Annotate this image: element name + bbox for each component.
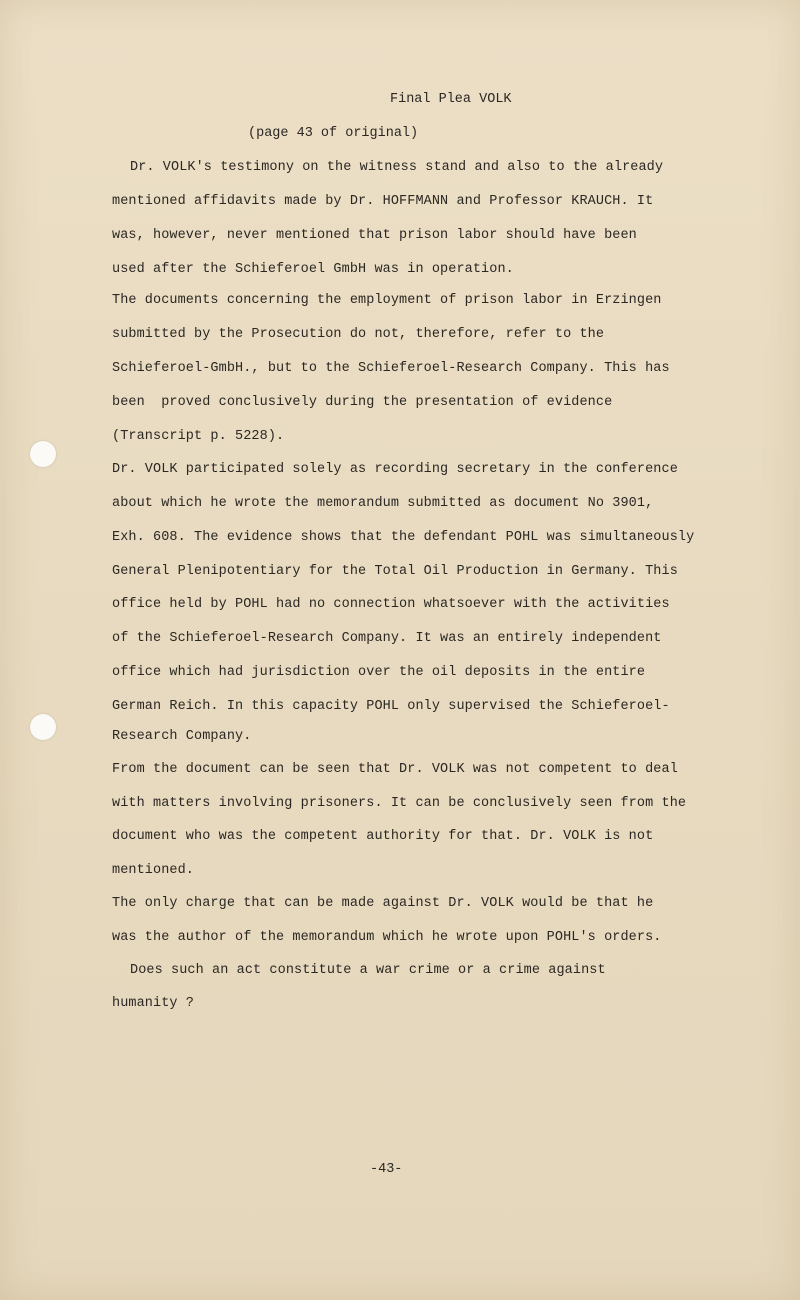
- text-line: mentioned affidavits made by Dr. HOFFMANN and Professor KRAUCH. It: [112, 194, 654, 209]
- text-line: office which had jurisdiction over the oil deposits in the entire: [112, 665, 646, 680]
- text-line: Schieferoel-GmbH., but to the Schieferoel-Research Company. This has: [112, 361, 670, 376]
- punch-hole: [30, 441, 56, 467]
- text-line: Does such an act constitute a war crime or a crime against: [130, 963, 606, 978]
- text-line: with matters involving prisoners. It can be conclusively seen from the: [112, 796, 687, 811]
- text-line: Research Company.: [112, 729, 252, 744]
- text-line: German Reich. In this capacity POHL only supervised the Schieferoel-: [112, 699, 670, 714]
- text-line: The documents concerning the employment of prison labor in Erzingen: [112, 293, 662, 308]
- text-line: document who was the competent authority for that. Dr. VOLK is not: [112, 829, 654, 844]
- text-line: Dr. VOLK's testimony on the witness stand and also to the already: [130, 160, 664, 175]
- text-line: humanity ?: [112, 996, 195, 1011]
- document-title: Final Plea VOLK: [390, 92, 512, 107]
- text-line: submitted by the Prosecution do not, therefore, refer to the: [112, 327, 605, 342]
- text-line: about which he wrote the memorandum submitted as document No 3901,: [112, 496, 654, 511]
- text-line: Exh. 608. The evidence shows that the defendant POHL was simultaneously: [112, 530, 695, 545]
- text-line: Dr. VOLK participated solely as recording secretary in the conference: [112, 462, 678, 477]
- page-number: -43-: [370, 1162, 403, 1177]
- text-line: been proved conclusively during the presentation of evidence: [112, 395, 613, 410]
- text-line: The only charge that can be made against Dr. VOLK would be that he: [112, 896, 654, 911]
- text-line: mentioned.: [112, 863, 195, 878]
- text-line: was the author of the memorandum which he wrote upon POHL's orders.: [112, 930, 662, 945]
- text-line: General Plenipotentiary for the Total Oil Production in Germany. This: [112, 564, 678, 579]
- text-line: (Transcript p. 5228).: [112, 429, 285, 444]
- text-line: was, however, never mentioned that prison labor should have been: [112, 228, 637, 243]
- text-line: From the document can be seen that Dr. VOLK was not competent to deal: [112, 762, 678, 777]
- text-line: office held by POHL had no connection whatsoever with the activities: [112, 597, 670, 612]
- punch-hole: [30, 714, 56, 740]
- document-subtitle: (page 43 of original): [248, 126, 419, 141]
- text-line: of the Schieferoel-Research Company. It was an entirely independent: [112, 631, 662, 646]
- text-line: used after the Schieferoel GmbH was in operation.: [112, 262, 514, 277]
